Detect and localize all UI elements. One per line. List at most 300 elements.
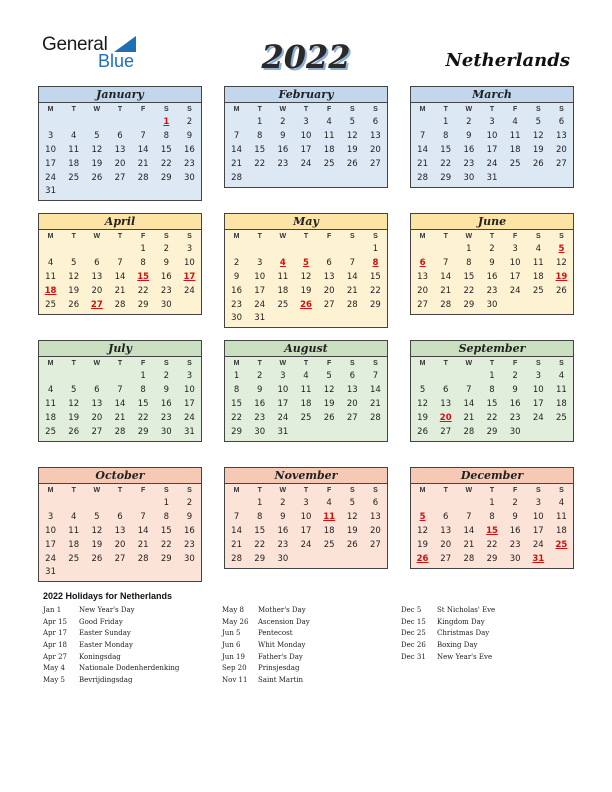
day: 5: [326, 371, 332, 381]
day: 27: [114, 553, 126, 564]
day: 15: [486, 398, 498, 409]
day: 15: [370, 271, 381, 282]
day: 2: [186, 498, 193, 508]
day: 1: [443, 117, 449, 127]
day: 1: [466, 244, 472, 254]
day: 19: [532, 144, 544, 155]
holiday-name: Saint Martin: [258, 676, 304, 685]
empty-cell: [108, 497, 131, 511]
weekday-label: F: [512, 487, 518, 494]
holiday-item: [43, 652, 179, 664]
weekday-header: [225, 484, 387, 497]
day: 10: [254, 271, 266, 282]
day: 19: [68, 412, 80, 423]
empty-cell: [411, 243, 434, 257]
holiday-date: May 26: [222, 617, 249, 626]
day: 14: [463, 525, 475, 536]
weekday-label: F: [140, 487, 146, 494]
day: 19: [68, 285, 80, 296]
day: 21: [417, 158, 428, 169]
day: 12: [91, 144, 103, 155]
day: 4: [558, 498, 565, 508]
weekday-label: F: [326, 360, 332, 367]
day: 7: [466, 511, 472, 522]
holiday-day: 17: [183, 271, 196, 282]
holiday-item: [222, 640, 310, 652]
day: 10: [45, 144, 56, 155]
holiday-name: Mother's Day: [258, 606, 306, 614]
day: 8: [489, 384, 495, 395]
weekday-label: W: [93, 487, 101, 494]
day: 25: [45, 426, 56, 437]
empty-cell: [457, 370, 480, 384]
day: 1: [233, 371, 240, 381]
day-grid: [225, 370, 387, 439]
month-july: [38, 340, 202, 442]
day: 16: [277, 144, 289, 155]
day: 12: [417, 398, 428, 409]
day: 8: [257, 130, 263, 141]
day: 24: [486, 158, 498, 169]
weekday-label: W: [465, 106, 473, 113]
month-february: [224, 86, 388, 188]
day: 8: [140, 257, 146, 268]
day: 14: [370, 384, 381, 395]
day: 28: [114, 426, 126, 437]
holiday-name: Prinsjesdag: [258, 664, 300, 673]
weekday-label: T: [489, 233, 495, 240]
day: 11: [45, 271, 56, 282]
weekday-label: T: [257, 106, 262, 113]
holiday-item: [43, 628, 179, 640]
holiday-day: 15: [137, 271, 150, 282]
day: 2: [466, 117, 472, 127]
day-grid: [225, 116, 387, 185]
day: 13: [346, 384, 358, 395]
day: 18: [300, 398, 312, 409]
day: 1: [489, 498, 495, 508]
day-grid: [225, 243, 387, 326]
day: 16: [509, 398, 521, 409]
weekday-header: [225, 103, 387, 116]
day: 8: [163, 130, 169, 141]
day: 23: [160, 412, 172, 423]
day: 14: [137, 525, 149, 536]
day: 14: [231, 525, 242, 536]
day: 30: [277, 553, 289, 564]
day: 25: [300, 412, 312, 423]
day: 4: [512, 117, 518, 127]
weekday-label: M: [233, 487, 240, 494]
day: 7: [349, 257, 355, 268]
day: 22: [486, 412, 498, 423]
day: 28: [463, 553, 475, 564]
weekday-label: T: [303, 233, 309, 240]
day-grid: [411, 116, 573, 185]
day: 29: [463, 299, 475, 310]
day: 9: [186, 511, 193, 522]
weekday-label: T: [257, 360, 262, 367]
day: 12: [346, 130, 358, 141]
empty-cell: [108, 243, 131, 257]
day: 22: [137, 412, 149, 423]
weekday-label: T: [117, 487, 123, 494]
day: 28: [417, 172, 428, 183]
day: 7: [466, 384, 472, 395]
weekday-label: T: [117, 233, 123, 240]
day: 1: [257, 498, 263, 508]
weekday-label: T: [443, 233, 448, 240]
day: 3: [489, 117, 495, 127]
day: 26: [323, 412, 335, 423]
day: 25: [68, 553, 80, 564]
day: 9: [233, 271, 240, 282]
weekday-label: T: [257, 487, 262, 494]
month-title: July: [39, 341, 201, 357]
weekday-label: S: [163, 233, 169, 240]
month-september: [410, 340, 574, 442]
day: 3: [186, 244, 193, 254]
holiday-date: Dec 15: [401, 617, 426, 626]
day: 8: [489, 511, 495, 522]
day: 27: [346, 412, 358, 423]
day: 14: [463, 398, 475, 409]
day: 15: [254, 144, 266, 155]
holiday-name: Easter Monday: [79, 641, 133, 650]
day: 3: [303, 117, 309, 127]
holiday-name: New Year's Eve: [437, 652, 493, 661]
day: 3: [186, 371, 193, 381]
weekday-label: S: [349, 487, 355, 494]
weekday-header: [411, 484, 573, 497]
day: 4: [71, 511, 77, 522]
day: 10: [45, 525, 56, 536]
weekday-label: S: [373, 360, 378, 367]
weekday-label: F: [512, 106, 518, 113]
day: 20: [91, 285, 103, 296]
weekday-label: T: [303, 487, 309, 494]
weekday-label: F: [140, 106, 146, 113]
day: 20: [323, 285, 335, 296]
weekday-label: S: [535, 233, 541, 240]
day: 4: [326, 117, 332, 127]
day: 30: [463, 172, 475, 183]
weekday-label: F: [512, 360, 518, 367]
day: 7: [117, 384, 123, 395]
day: 21: [137, 158, 149, 169]
day-grid: [39, 370, 201, 439]
day: 25: [68, 172, 80, 183]
day: 7: [372, 371, 379, 381]
weekday-label: T: [117, 360, 123, 367]
day: 13: [417, 271, 428, 282]
day: 24: [532, 539, 544, 550]
day: 28: [114, 299, 126, 310]
holiday-name: Whit Monday: [258, 641, 306, 650]
day: 2: [489, 244, 495, 254]
day: 19: [91, 158, 103, 169]
day: 6: [443, 384, 449, 395]
day: 29: [254, 553, 266, 564]
weekday-header: [225, 230, 387, 243]
holiday-date: Dec 25: [401, 629, 426, 638]
day: 6: [117, 511, 123, 522]
weekday-label: W: [465, 360, 473, 367]
day: 9: [466, 130, 472, 141]
day: 10: [509, 257, 521, 268]
day: 6: [94, 257, 100, 268]
day: 30: [160, 299, 172, 310]
holiday-item: [222, 652, 310, 664]
day: 25: [532, 285, 544, 296]
holiday-date: May 5: [43, 676, 65, 685]
day: 13: [323, 271, 335, 282]
weekday-label: T: [71, 233, 76, 240]
holiday-day: 8: [372, 257, 379, 268]
empty-cell: [62, 497, 85, 511]
weekday-label: T: [489, 487, 495, 494]
day: 18: [323, 144, 335, 155]
day: 7: [140, 511, 146, 522]
weekday-label: S: [349, 106, 355, 113]
day: 2: [233, 257, 240, 268]
day: 19: [323, 398, 335, 409]
month-november: [224, 467, 388, 569]
day: 9: [280, 511, 286, 522]
day: 11: [532, 257, 544, 268]
day: 8: [443, 130, 449, 141]
day: 8: [233, 384, 240, 395]
day: 28: [346, 299, 358, 310]
holiday-day: 5: [419, 511, 426, 522]
weekday-header: [39, 484, 201, 497]
holiday-date: Apr 18: [43, 641, 68, 650]
day: 29: [137, 426, 149, 437]
day: 26: [68, 426, 80, 437]
day: 29: [137, 299, 149, 310]
logo-text-general: General: [42, 34, 108, 55]
empty-cell: [341, 243, 364, 257]
day: 15: [440, 144, 452, 155]
holiday-item: [401, 652, 495, 664]
holiday-day: 31: [532, 553, 545, 564]
empty-cell: [248, 243, 271, 257]
day: 23: [277, 158, 289, 169]
holiday-date: Dec 31: [401, 652, 426, 661]
weekday-label: T: [489, 360, 495, 367]
day: 23: [277, 539, 289, 550]
day: 2: [257, 371, 263, 381]
month-title: January: [39, 87, 201, 103]
day: 11: [556, 511, 567, 522]
holiday-day: 11: [323, 511, 336, 522]
day: 22: [463, 285, 475, 296]
month-title: April: [39, 214, 201, 230]
day: 7: [443, 257, 449, 268]
day: 4: [535, 244, 541, 254]
empty-cell: [62, 370, 85, 384]
day: 24: [532, 412, 544, 423]
holiday-name: Boxing Day: [437, 641, 478, 650]
empty-cell: [108, 370, 131, 384]
day: 14: [346, 271, 358, 282]
day: 4: [326, 498, 332, 508]
weekday-label: S: [187, 233, 192, 240]
weekday-label: S: [163, 360, 169, 367]
weekday-label: S: [535, 360, 541, 367]
weekday-label: S: [187, 360, 192, 367]
day: 7: [419, 130, 426, 141]
weekday-label: S: [349, 233, 355, 240]
empty-cell: [225, 116, 248, 130]
day: 9: [163, 257, 169, 268]
day: 16: [160, 398, 172, 409]
day: 21: [370, 398, 381, 409]
day: 6: [94, 384, 100, 395]
day: 9: [163, 384, 169, 395]
day: 11: [45, 398, 56, 409]
day: 14: [231, 144, 242, 155]
weekday-label: S: [535, 487, 541, 494]
day: 24: [184, 285, 195, 296]
day: 31: [45, 567, 56, 578]
day: 19: [417, 539, 428, 550]
weekday-label: T: [489, 106, 495, 113]
holiday-date: Nov 11: [222, 676, 248, 685]
day: 3: [47, 130, 54, 141]
empty-cell: [434, 497, 457, 511]
day: 12: [323, 384, 335, 395]
weekday-label: W: [93, 360, 101, 367]
weekday-label: F: [326, 233, 332, 240]
holidays-title: 2022 Holidays for Netherlands: [43, 591, 173, 601]
day: 17: [532, 398, 544, 409]
weekday-label: F: [140, 233, 146, 240]
day: 28: [370, 412, 381, 423]
holiday-name: Christmas Day: [437, 629, 490, 638]
weekday-label: M: [419, 487, 426, 494]
holiday-date: Apr 17: [43, 629, 68, 638]
holiday-name: Father's Day: [258, 652, 303, 661]
weekday-label: M: [47, 106, 54, 113]
day: 5: [94, 511, 100, 522]
day: 1: [257, 117, 263, 127]
empty-cell: [271, 243, 294, 257]
day: 3: [303, 498, 309, 508]
day: 6: [372, 117, 379, 127]
day: 27: [556, 158, 567, 169]
day: 13: [114, 144, 126, 155]
day: 15: [160, 144, 172, 155]
weekday-label: S: [187, 487, 192, 494]
day: 26: [532, 158, 544, 169]
day: 15: [254, 525, 266, 536]
day: 10: [532, 384, 544, 395]
day: 7: [233, 130, 240, 141]
day: 2: [163, 371, 169, 381]
day: 6: [117, 130, 123, 141]
day: 25: [277, 299, 289, 310]
holiday-date: Sep 20: [222, 664, 247, 673]
empty-cell: [85, 243, 108, 257]
weekday-label: T: [117, 106, 123, 113]
day: 22: [440, 158, 452, 169]
day-grid: [225, 497, 387, 566]
holiday-day: 26: [416, 553, 429, 564]
empty-cell: [411, 497, 434, 511]
day: 27: [370, 539, 381, 550]
day: 4: [47, 257, 54, 268]
day: 11: [556, 384, 567, 395]
day: 31: [184, 426, 195, 437]
calendar-year: 2022: [261, 38, 351, 76]
day: 9: [186, 130, 193, 141]
day: 25: [556, 412, 567, 423]
day: 8: [257, 511, 263, 522]
weekday-label: W: [465, 233, 473, 240]
holiday-name: Koningsdag: [79, 652, 121, 661]
day: 15: [137, 398, 149, 409]
day: 27: [323, 299, 335, 310]
day-grid: [39, 497, 201, 580]
day: 1: [489, 371, 495, 381]
holiday-item: [401, 617, 495, 629]
holiday-name: New Year's Day: [79, 606, 135, 614]
day: 10: [300, 511, 312, 522]
day: 12: [346, 511, 358, 522]
day: 31: [277, 426, 289, 437]
holiday-day: 25: [555, 539, 568, 550]
holiday-item: [222, 675, 310, 687]
day: 26: [91, 172, 103, 183]
holiday-date: Dec 5: [401, 606, 422, 614]
day: 17: [254, 285, 266, 296]
day: 27: [440, 553, 452, 564]
day: 24: [277, 412, 289, 423]
day: 3: [535, 498, 541, 508]
day: 10: [277, 384, 289, 395]
day: 23: [486, 285, 498, 296]
empty-cell: [39, 497, 62, 511]
holiday-item: [43, 675, 179, 687]
day: 24: [184, 412, 195, 423]
day: 2: [512, 371, 518, 381]
day: 21: [440, 285, 452, 296]
day: 30: [231, 313, 242, 324]
holiday-date: Apr 15: [43, 617, 68, 626]
day: 24: [509, 285, 521, 296]
day: 11: [323, 130, 335, 141]
day: 20: [346, 398, 358, 409]
day: 17: [45, 539, 56, 550]
day: 2: [186, 117, 193, 127]
day: 15: [463, 271, 475, 282]
empty-cell: [434, 243, 457, 257]
day: 30: [184, 172, 195, 183]
holiday-item: [222, 663, 310, 675]
day: 20: [114, 158, 126, 169]
month-october: [38, 467, 202, 582]
day: 14: [440, 271, 452, 282]
day: 10: [184, 384, 195, 395]
day: 21: [346, 285, 358, 296]
weekday-label: M: [233, 106, 240, 113]
day-grid: [411, 497, 573, 566]
day: 29: [486, 553, 498, 564]
weekday-label: F: [326, 106, 332, 113]
holiday-name: St Nicholas' Eve: [437, 606, 496, 614]
holiday-date: Jan 1: [43, 606, 62, 614]
